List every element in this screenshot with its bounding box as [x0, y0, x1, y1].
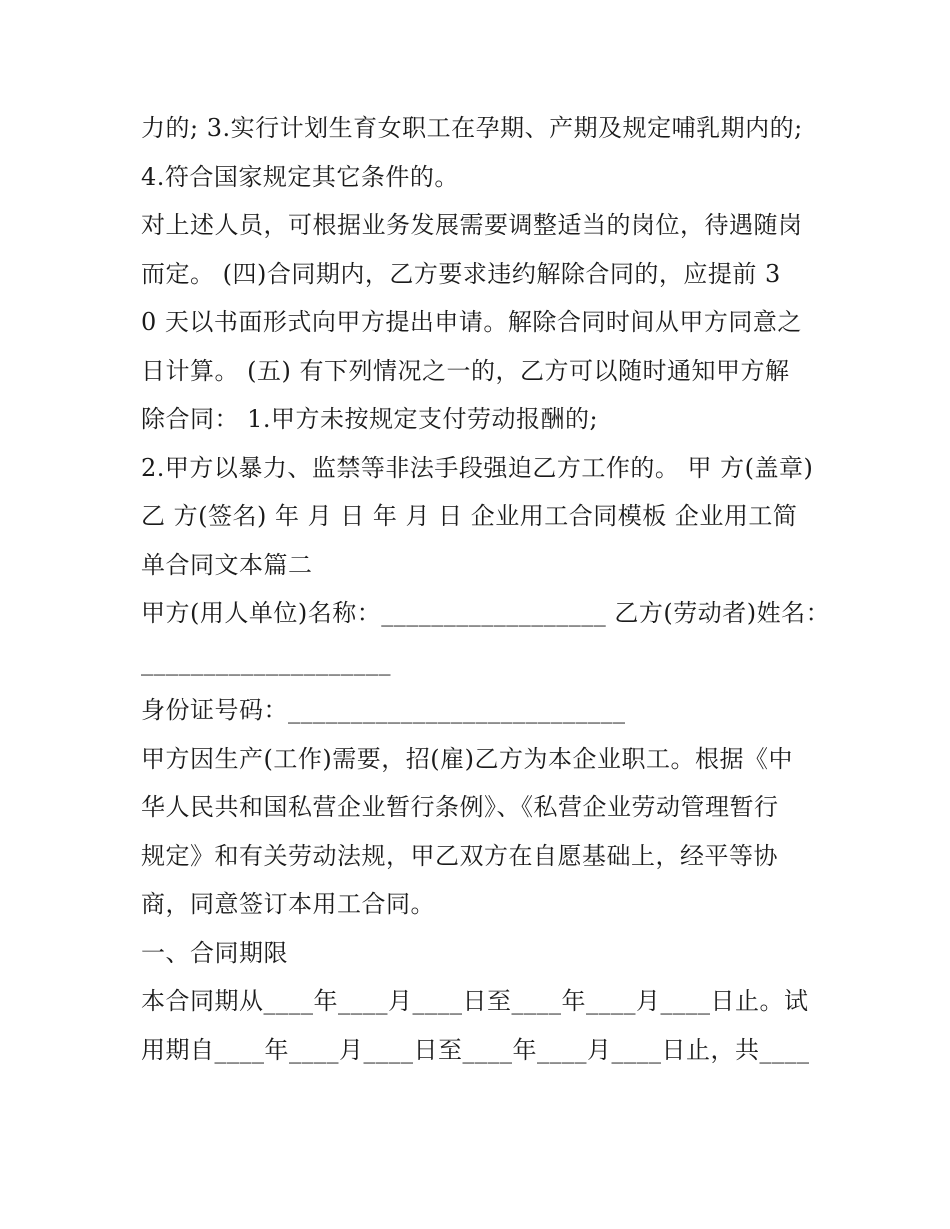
text-line: 而定。 (四)合同期内，乙方要求违约解除合同的，应提前 3: [141, 259, 781, 288]
text-line: 日计算。 (五) 有下列情况之一的，乙方可以随时通知甲方解: [141, 356, 790, 385]
probation-period-line: 用期自____年____月____日至____年____月____日止，共____: [141, 1035, 810, 1064]
text-line: 华人民共和国私营企业暂行条例》、《私营企业劳动管理暂行: [141, 793, 779, 821]
text-line: 规定》和有关劳动法规，甲乙双方在自愿基础上，经平等协: [141, 841, 778, 870]
section-heading: 单合同文本篇二: [141, 550, 313, 579]
contract-period-line: 本合同期从____年____月____日至____年____月____日止。试: [141, 987, 809, 1015]
text-line: 对上述人员，可根据业务发展需要调整适当的岗位，待遇随岗: [141, 211, 803, 239]
party-b-name-blank: ____________________: [141, 647, 391, 676]
text-line: 0 天以书面形式向甲方提出申请。解除合同时间从甲方同意之: [141, 308, 802, 336]
text-line: 商，同意签订本用工合同。: [141, 890, 435, 918]
text-line: 除合同： 1.甲方未按规定支付劳动报酬的;: [141, 405, 599, 433]
text-line: 2.甲方以暴力、监禁等非法手段强迫乙方工作的。 甲 方(盖章): [141, 453, 814, 482]
party-a-name-field: 甲方(用人单位)名称：__________________ 乙方(劳动者)姓名：: [141, 599, 831, 627]
section-heading: 一、合同期限: [141, 938, 288, 967]
document-body: [141, 104, 831, 1074]
text-line: 4.符合国家规定其它条件的。: [141, 162, 459, 191]
text-line: 甲方因生产(工作)需要，招(雇)乙方为本企业职工。根据《中: [141, 744, 793, 773]
text-line: 乙 方(签名) 年 月 日 年 月 日 企业用工合同模板 企业用工简: [141, 502, 798, 530]
text-line: 力的; 3.实行计划生育女职工在孕期、产期及规定哺乳期内的;: [141, 114, 803, 142]
id-number-field: 身份证号码：___________________________: [141, 696, 626, 724]
